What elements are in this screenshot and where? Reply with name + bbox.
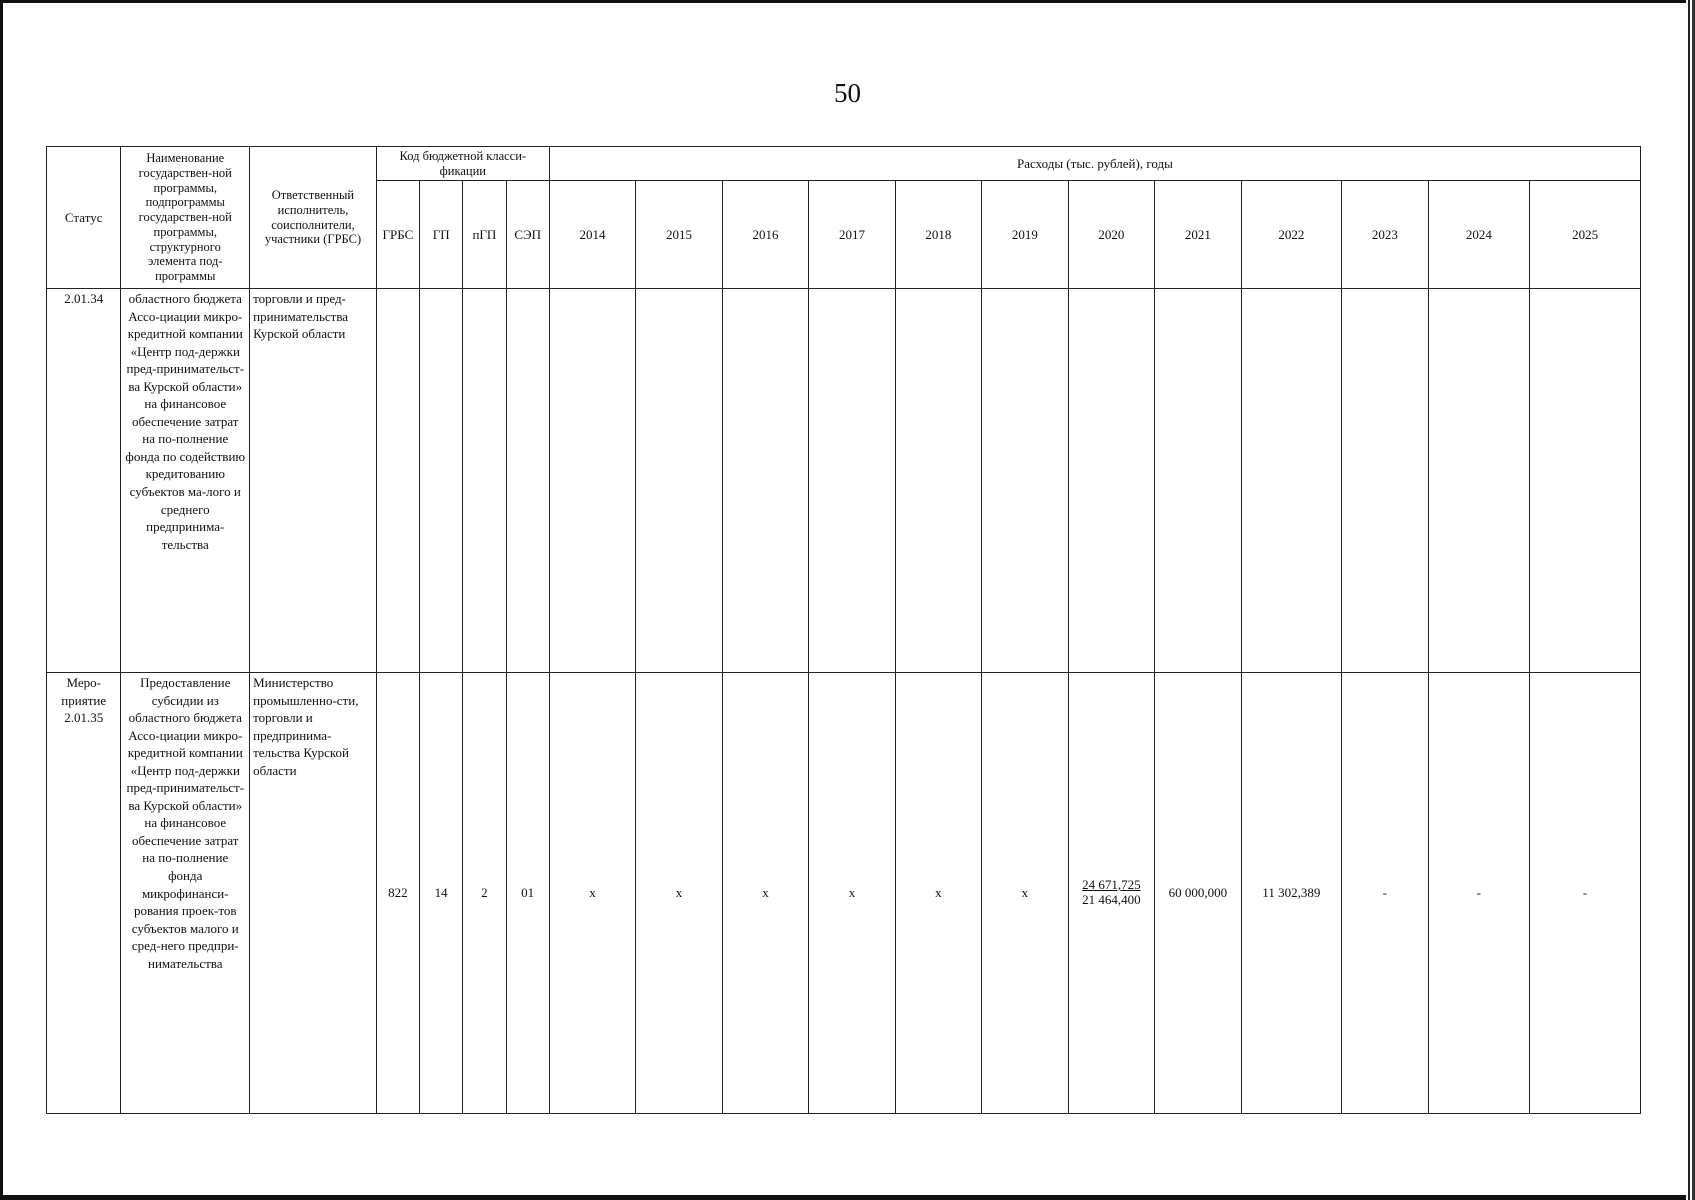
row-value-2016: x — [722, 673, 808, 1114]
row-value-2020 — [1068, 289, 1154, 673]
page-border-bottom — [0, 1195, 1695, 1200]
row-grbs — [376, 289, 419, 673]
row-value-2021: 60 000,000 — [1155, 673, 1241, 1114]
header-year-2021: 2021 — [1155, 181, 1241, 289]
row-status: 2.01.34 — [47, 289, 121, 673]
row-value-2024 — [1428, 289, 1530, 673]
header-status: Статус — [47, 147, 121, 289]
row-pgp — [463, 289, 506, 673]
row-grbs: 822 — [376, 673, 419, 1114]
row-value-2023 — [1342, 289, 1428, 673]
row-pgp: 2 — [463, 673, 506, 1114]
row-value-2018 — [895, 289, 981, 673]
row-value-2016 — [722, 289, 808, 673]
row-value-2022 — [1241, 289, 1342, 673]
header-responsible: Ответственный исполнитель, соисполнители, участники (ГРБС) — [250, 147, 377, 289]
row-name: Предоставление субсидии из областного бюджета Ассо-циации микро-кредитной компании «Центр под-держки пред-принимательст-ва Курской области» на финансовое обеспечение затрат на по-полнение фонда микрофинанси-рования проек-тов субъектов малого и сред-него предпри-нимательства — [121, 673, 250, 1114]
row-value-2017 — [809, 289, 895, 673]
header-year-2018: 2018 — [895, 181, 981, 289]
page-number: 50 — [834, 78, 861, 108]
row-value-2025 — [1530, 289, 1641, 673]
header-year-2016: 2016 — [722, 181, 808, 289]
header-year-2015: 2015 — [636, 181, 722, 289]
row-value-2024: - — [1428, 673, 1530, 1114]
header-sep: СЭП — [506, 181, 549, 289]
value-2020-bottom: 21 464,400 — [1082, 892, 1141, 907]
row-gp — [420, 289, 463, 673]
row-value-2014 — [549, 289, 635, 673]
header-expenses: Расходы (тыс. рублей), годы — [549, 147, 1640, 181]
header-pgp: пГП — [463, 181, 506, 289]
header-year-2022: 2022 — [1241, 181, 1342, 289]
header-year-2014: 2014 — [549, 181, 635, 289]
row-gp: 14 — [420, 673, 463, 1114]
row-value-2022: 11 302,389 — [1241, 673, 1342, 1114]
row-value-2023: - — [1342, 673, 1428, 1114]
row-value-2015 — [636, 289, 722, 673]
page-border-right — [1686, 0, 1695, 1200]
row-value-2020 — [1068, 673, 1154, 1114]
row-value-2021 — [1155, 289, 1241, 673]
table-row — [47, 289, 1641, 673]
page-border-left — [0, 0, 3, 1200]
row-responsible: торговли и пред-принимательства Курской области — [250, 289, 377, 673]
row-name: областного бюджета Ассо-циации микро-кредитной компании «Центр под-держки пред-принимательст-ва Курской области» на финансовое обеспечение затрат на по-полнение фонда по содействию кредитованию субъектов ма-лого и среднего предпринима-тельства — [121, 289, 250, 673]
page-border-top — [0, 0, 1695, 3]
header-grbs: ГРБС — [376, 181, 419, 289]
row-responsible: Министерство промышленно-сти, торговли и предпринима-тельства Курской области — [250, 673, 377, 1114]
value-2020-top: 24 671,725 — [1082, 877, 1141, 893]
header-year-2019: 2019 — [982, 181, 1068, 289]
row-value-2014: x — [549, 673, 635, 1114]
row-value-2017: x — [809, 673, 895, 1114]
table-row — [47, 673, 1641, 1114]
row-value-2018: x — [895, 673, 981, 1114]
header-year-2024: 2024 — [1428, 181, 1530, 289]
row-sep — [506, 289, 549, 673]
header-year-2023: 2023 — [1342, 181, 1428, 289]
budget-table — [46, 146, 1641, 1114]
header-year-2020: 2020 — [1068, 181, 1154, 289]
header-row-top — [47, 147, 1641, 181]
header-budget-code: Код бюджетной класси-фикации — [376, 147, 549, 181]
row-value-2019: x — [982, 673, 1068, 1114]
row-sep: 01 — [506, 673, 549, 1114]
row-value-2025: - — [1530, 673, 1641, 1114]
header-year-2017: 2017 — [809, 181, 895, 289]
header-name: Наименование государствен-ной программы, подпрограммы государствен-ной программы, структурного элемента под-программы — [121, 147, 250, 289]
header-year-2025: 2025 — [1530, 181, 1641, 289]
header-gp: ГП — [420, 181, 463, 289]
row-value-2015: x — [636, 673, 722, 1114]
row-status: Меро-приятие 2.01.35 — [47, 673, 121, 1114]
row-value-2019 — [982, 289, 1068, 673]
